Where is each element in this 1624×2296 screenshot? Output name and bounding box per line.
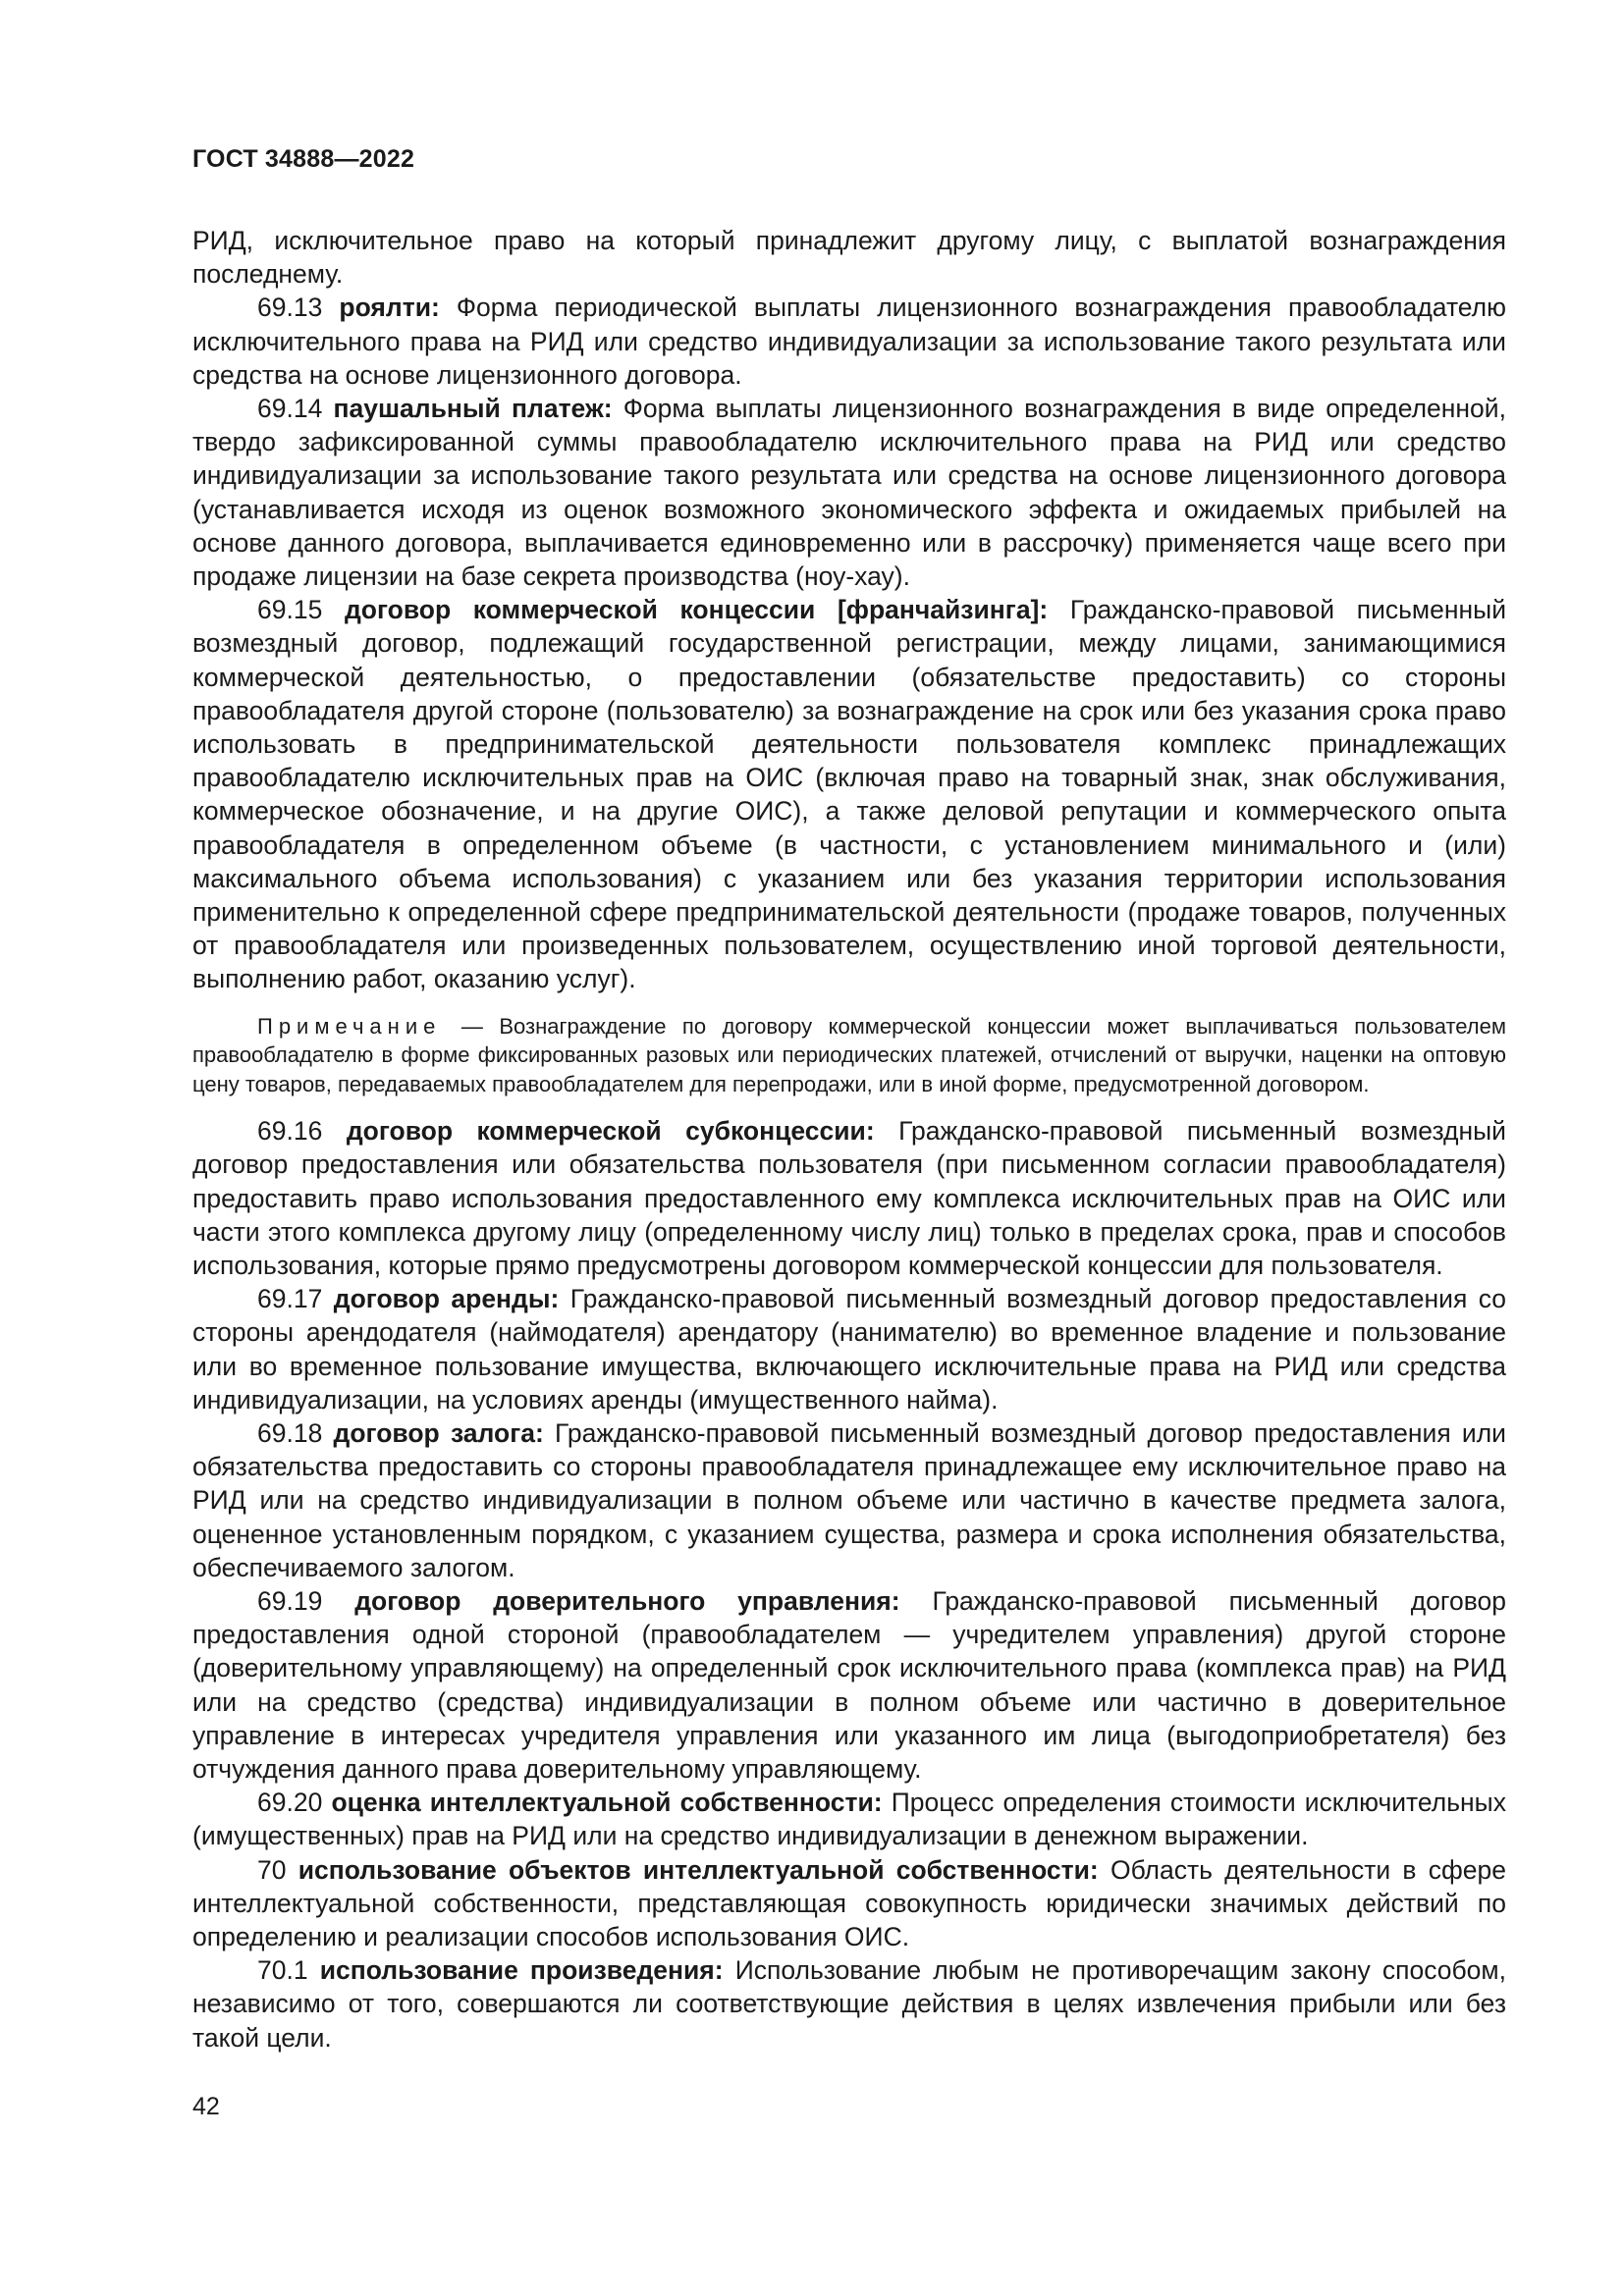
entry-number: 69.19: [257, 1586, 323, 1617]
entry-term: использование объектов интеллектуальной собственности:: [298, 1854, 1099, 1885]
entry-term: договор коммерческой субконцессии:: [346, 1116, 875, 1147]
entry-definition: Форма выплаты лицензионного вознаграждения в виде определенной, твердо зафиксированной суммы правообладателю исключительного права на РИД или средство индивидуализации за использование такого результата или средства на основе лицензионного договора (устанавливается исходя из оценок возможного экономического эффекта и ожидаемых прибылей на основе данного договора, выплачивается единовременно или в рассрочку) применяется чаще всего при продаже лицензии на базе секрета производства (ноу-хау).: [192, 394, 1506, 592]
entry-definition: Использование любым не противоречащим закону способом, независимо от того, совершаются ли соответствующие действия в целях извлечения прибыли или без такой цели.: [192, 1955, 1506, 2053]
entry-term: роялти:: [339, 293, 440, 323]
entry-number: 70.1: [257, 1955, 308, 1986]
entry-term: договор аренды:: [333, 1284, 560, 1314]
entry-term: договор доверительного управления:: [354, 1586, 900, 1617]
page-number: 42: [192, 2093, 220, 2120]
entry-definition: Гражданско-правовой письменный договор предоставления одной стороной (правообладателем — учредителем управления) другой стороне (доверительному управляющему) на определенный срок исключительного права (комплекса прав) на РИД или на средство (средства) индивидуализации в полном объеме или частично в доверительное управление в интересах учредителя управления или указанного им лица (выгодоприобретателя) без отчуждения данного права доверительному управляющему.: [192, 1586, 1506, 1785]
entry-definition: Процесс определения стоимости исключительных (имущественных) прав на РИД или на средство индивидуализации в денежном выражении.: [192, 1788, 1506, 1851]
note-paragraph: [192, 1012, 1506, 1099]
entry-term: использование произведения:: [319, 1955, 724, 1986]
entry-number: 69.18: [257, 1418, 323, 1448]
entry-definition: Гражданско-правовой письменный возмездный договор, подлежащий государственной регистрации, между лицами, занимающимися коммерческой деятельностью, о предоставлении (обязательстве предоставить) со стороны правообладателя другой стороне (пользователю) за вознаграждение на срок или без указания срока право использовать в предпринимательской деятельности пользователя комплекс принадлежащих правообладателю исключительных прав на ОИС (включая право на товарный знак, знак обслуживания, коммерческое обозначение, и на другие ОИС), а также деловой репутации и коммерческого опыта правообладателя в определенном объеме (в частности, с установлением минимального и (или) максимального объема использования) с указанием или без указания территории использования применительно к определенной сфере предпринимательской деятельности (продаже товаров, полученных от правообладателя или произведенных пользователем, осуществлению иной торговой деятельности, выполнению работ, оказанию услуг).: [192, 595, 1507, 994]
entry-definition: Область деятельности в сфере интеллектуальной собственности, представляющая совокупность юридически значимых действий по определению и реализации способов использования ОИС.: [192, 1854, 1506, 1952]
term-entry-69-18: [192, 1416, 1506, 1584]
entry-definition: Форма периодической выплаты лицензионного вознаграждения правообладателю исключительного права на РИД или средство индивидуализации за использование такого результата или средства на основе лицензионного договора.: [192, 293, 1506, 390]
term-entry-70-1: [192, 1953, 1506, 2055]
entry-number: 69.13: [257, 293, 323, 323]
term-entry-69-13: [192, 291, 1506, 392]
entry-number: 69.20: [257, 1788, 323, 1818]
note-label: Примечание: [257, 1013, 442, 1039]
term-entry-69-20: [192, 1786, 1506, 1852]
entry-number: 69.17: [257, 1284, 323, 1314]
entry-term: оценка интеллектуальной собственности:: [331, 1788, 883, 1818]
term-entry-70: [192, 1853, 1506, 1954]
entry-term: договор залога:: [333, 1418, 544, 1448]
entry-term: договор коммерческой концессии [франчайзинга]:: [344, 595, 1049, 625]
entry-number: 70: [257, 1854, 287, 1885]
entry-number: 69.16: [257, 1116, 323, 1147]
entry-definition: Гражданско-правовой письменный возмездный договор предоставления или обязательства предоставить со стороны правообладателя принадлежащее ему исключительное право на РИД или на средство индивидуализации в полном объеме или частично в качестве предмета залога, оцененное установленным порядком, с указанием существа, размера и срока исполнения обязательства, обеспечиваемого залогом.: [192, 1418, 1506, 1582]
term-entry-69-16: [192, 1114, 1506, 1282]
note-text: — Вознаграждение по договору коммерческой концессии может выплачиваться пользователем правообладателю в форме фиксированных разовых или периодических платежей, отчислений от выручки, наценки на оптовую цену товаров, передаваемых правообладателем для перепродажи, или в иной форме, предусмотренной договором.: [192, 1013, 1506, 1096]
continuation-paragraph: РИД, исключительное право на который принадлежит другому лицу, с выплатой вознаграждения последнему.: [192, 226, 1506, 290]
term-entry-69-19: [192, 1584, 1506, 1786]
document-body: [192, 224, 1506, 2055]
entry-number: 69.14: [257, 394, 323, 424]
term-entry-69-15: [192, 593, 1506, 995]
entry-number: 69.15: [257, 595, 323, 625]
entry-definition: Гражданско-правовой письменный возмездный договор предоставления со стороны арендодателя (наймодателя) арендатору (нанимателю) во временное владение и пользование или во временное пользование имущества, включающего исключительные права на РИД или средства индивидуализации, на условиях аренды (имущественного найма).: [192, 1284, 1507, 1415]
term-entry-69-14: [192, 392, 1506, 593]
term-entry-69-17: [192, 1282, 1506, 1416]
document-header: ГОСТ 34888—2022: [192, 145, 415, 173]
entry-definition: Гражданско-правовой письменный возмездный договор предоставления или обязательства пользователя (при письменном согласии правообладателя) предоставить право использования предоставленного ему комплекса исключительных прав на ОИС или части этого комплекса другому лицу (определенному числу лиц) только в пределах срока, прав и способов использования, которые прямо предусмотрены договором коммерческой концессии для пользователя.: [192, 1116, 1506, 1280]
entry-term: паушальный платеж:: [333, 394, 613, 424]
